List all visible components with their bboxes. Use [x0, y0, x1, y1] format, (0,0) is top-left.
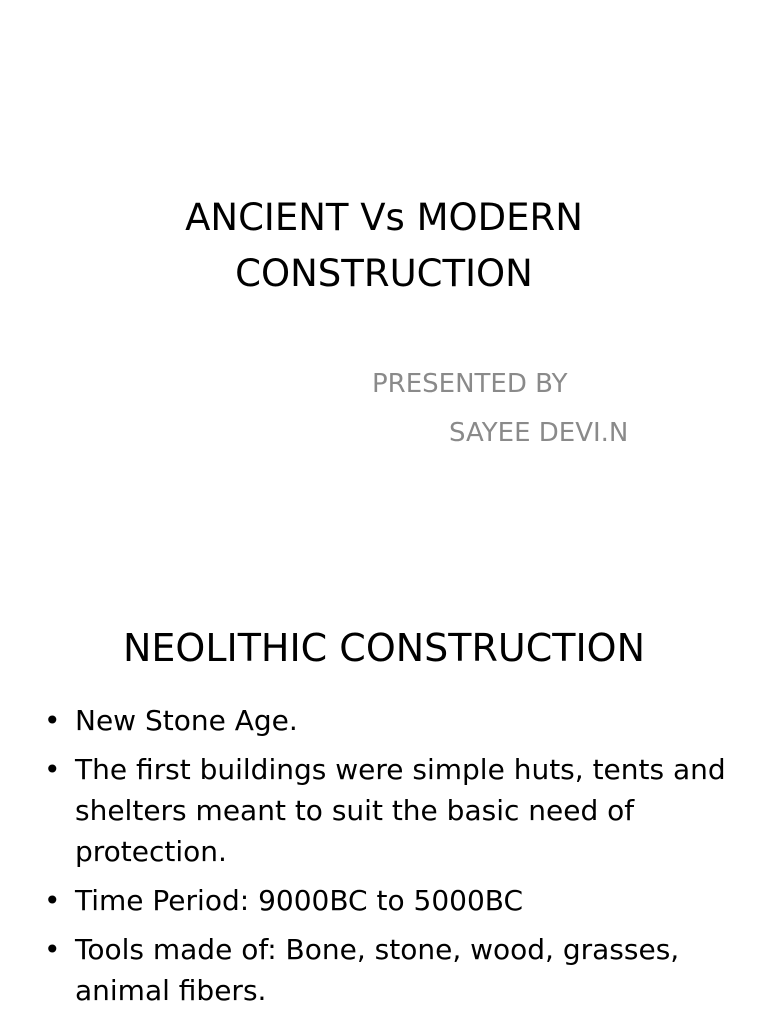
bullet-text: Time Period: 9000BC to 5000BC: [75, 884, 524, 917]
list-item: [40, 700, 740, 741]
presenter-name: SAYEE DEVI.N: [449, 418, 629, 448]
title-line-2: CONSTRUCTION: [235, 252, 533, 295]
bullet-icon: •: [44, 753, 61, 786]
title-line-1: ANCIENT Vs MODERN: [185, 196, 583, 239]
content-slide: [0, 576, 768, 1024]
slide-title: NEOLITHIC CONSTRUCTION: [122, 626, 646, 670]
bullet-text: The first buildings were simple huts, tents and shelters meant to suit the basic need of protection.: [75, 753, 726, 868]
bullet-text: Tools made of: Bone, stone, wood, grasses, animal fibers.: [75, 933, 680, 1007]
presentation-title: [0, 190, 768, 302]
list-item: [40, 749, 740, 872]
presented-by-label: PRESENTED BY: [372, 369, 568, 399]
bullet-icon: •: [44, 704, 61, 737]
list-item: [40, 929, 740, 1011]
bullet-icon: •: [44, 933, 61, 966]
bullet-list: [40, 700, 740, 1019]
bullet-icon: •: [44, 884, 61, 917]
list-item: [40, 880, 740, 921]
bullet-text: New Stone Age.: [75, 704, 298, 737]
